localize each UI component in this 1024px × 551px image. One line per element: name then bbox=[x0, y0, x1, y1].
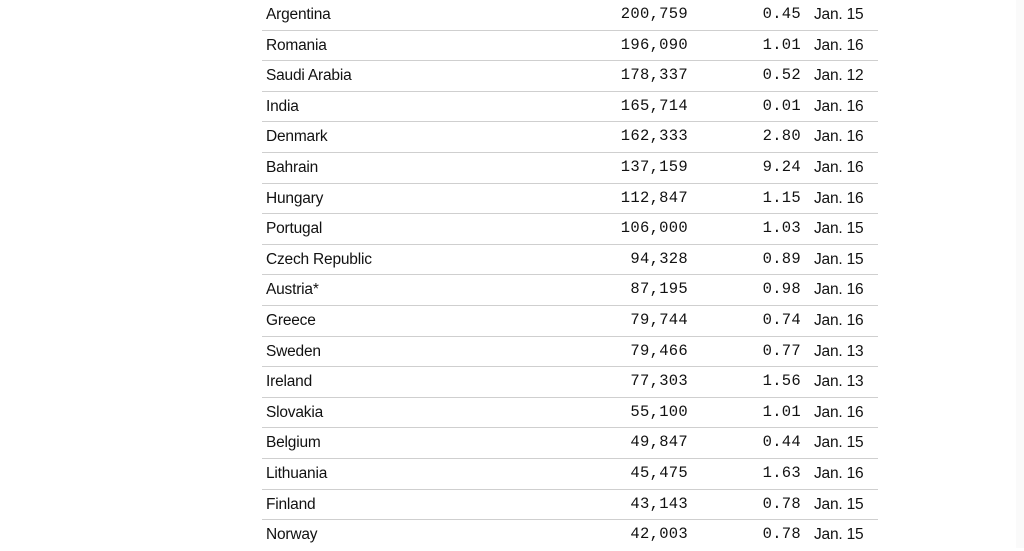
doses-per-100: 0.89 bbox=[762, 249, 801, 268]
doses-administered: 137,159 bbox=[620, 157, 688, 176]
page-scrollbar[interactable] bbox=[1016, 0, 1024, 548]
update-date: Jan. 13 bbox=[814, 342, 864, 360]
table-row bbox=[262, 122, 878, 153]
country-name: Sweden bbox=[266, 342, 321, 360]
doses-per-100: 0.77 bbox=[762, 341, 801, 360]
doses-per-100: 0.78 bbox=[762, 494, 801, 513]
doses-administered: 178,337 bbox=[620, 66, 688, 85]
update-date: Jan. 15 bbox=[814, 6, 864, 23]
table-row bbox=[262, 306, 878, 337]
doses-administered: 112,847 bbox=[620, 188, 688, 207]
update-date: Jan. 16 bbox=[814, 158, 864, 176]
doses-administered: 79,466 bbox=[630, 341, 688, 360]
doses-per-100: 2.80 bbox=[762, 127, 801, 146]
doses-administered: 162,333 bbox=[620, 127, 688, 146]
doses-per-100: 0.78 bbox=[762, 525, 801, 544]
doses-per-100: 0.98 bbox=[762, 280, 801, 299]
country-name: Slovakia bbox=[266, 403, 323, 421]
table-row bbox=[262, 214, 878, 245]
country-name: Finland bbox=[266, 495, 316, 513]
vaccination-table bbox=[262, 0, 878, 551]
country-name: Romania bbox=[266, 36, 327, 54]
table-row bbox=[262, 153, 878, 184]
country-name: Lithuania bbox=[266, 464, 328, 482]
doses-per-100: 0.01 bbox=[762, 96, 801, 115]
doses-per-100: 1.15 bbox=[762, 188, 801, 207]
doses-per-100: 0.44 bbox=[762, 433, 801, 452]
update-date: Jan. 16 bbox=[814, 311, 864, 329]
table-row bbox=[262, 0, 878, 31]
table-row bbox=[262, 245, 878, 276]
doses-per-100: 1.01 bbox=[762, 35, 801, 54]
country-name: Hungary bbox=[266, 189, 324, 207]
update-date: Jan. 15 bbox=[814, 526, 864, 544]
doses-per-100: 0.52 bbox=[762, 66, 801, 85]
table-row bbox=[262, 367, 878, 398]
doses-administered: 106,000 bbox=[620, 219, 688, 238]
doses-administered: 94,328 bbox=[630, 249, 688, 268]
country-name: Denmark bbox=[266, 128, 328, 146]
update-date: Jan. 16 bbox=[814, 464, 864, 482]
table-row bbox=[262, 275, 878, 306]
country-name: Belgium bbox=[266, 434, 321, 452]
update-date: Jan. 15 bbox=[814, 434, 864, 452]
table-row bbox=[262, 520, 878, 551]
update-date: Jan. 16 bbox=[814, 128, 864, 146]
doses-per-100: 1.56 bbox=[762, 372, 801, 391]
table-row bbox=[262, 428, 878, 459]
doses-administered: 45,475 bbox=[630, 463, 688, 482]
update-date: Jan. 13 bbox=[814, 373, 864, 391]
doses-per-100: 0.74 bbox=[762, 310, 801, 329]
country-name: India bbox=[266, 97, 299, 115]
doses-administered: 196,090 bbox=[620, 35, 688, 54]
update-date: Jan. 15 bbox=[814, 495, 864, 513]
table-row bbox=[262, 184, 878, 215]
doses-per-100: 0.45 bbox=[762, 5, 801, 23]
doses-administered: 200,759 bbox=[620, 5, 688, 23]
update-date: Jan. 16 bbox=[814, 189, 864, 207]
update-date: Jan. 16 bbox=[814, 36, 864, 54]
doses-per-100: 9.24 bbox=[762, 157, 801, 176]
doses-administered: 77,303 bbox=[630, 372, 688, 391]
update-date: Jan. 15 bbox=[814, 250, 864, 268]
country-name: Portugal bbox=[266, 220, 323, 238]
doses-administered: 49,847 bbox=[630, 433, 688, 452]
country-name: Bahrain bbox=[266, 158, 319, 176]
doses-per-100: 1.63 bbox=[762, 463, 801, 482]
doses-administered: 55,100 bbox=[630, 402, 688, 421]
table-row bbox=[262, 61, 878, 92]
table-row bbox=[262, 490, 878, 521]
country-name: Czech Republic bbox=[266, 250, 372, 268]
country-name: Greece bbox=[266, 311, 316, 329]
table-row bbox=[262, 92, 878, 123]
doses-per-100: 1.01 bbox=[762, 402, 801, 421]
doses-per-100: 1.03 bbox=[762, 219, 801, 238]
update-date: Jan. 16 bbox=[814, 281, 864, 299]
doses-administered: 87,195 bbox=[630, 280, 688, 299]
doses-administered: 42,003 bbox=[630, 525, 688, 544]
doses-administered: 43,143 bbox=[630, 494, 688, 513]
country-name: Saudi Arabia bbox=[266, 67, 352, 85]
update-date: Jan. 15 bbox=[814, 220, 864, 238]
table-row bbox=[262, 31, 878, 62]
doses-administered: 165,714 bbox=[620, 96, 688, 115]
country-name: Argentina bbox=[266, 6, 331, 23]
update-date: Jan. 12 bbox=[814, 67, 864, 85]
country-name: Norway bbox=[266, 526, 318, 544]
table-row bbox=[262, 337, 878, 368]
doses-administered: 79,744 bbox=[630, 310, 688, 329]
update-date: Jan. 16 bbox=[814, 403, 864, 421]
country-name: Austria* bbox=[266, 281, 319, 299]
update-date: Jan. 16 bbox=[814, 97, 864, 115]
table-row bbox=[262, 398, 878, 429]
table-row bbox=[262, 459, 878, 490]
country-name: Ireland bbox=[266, 373, 312, 391]
